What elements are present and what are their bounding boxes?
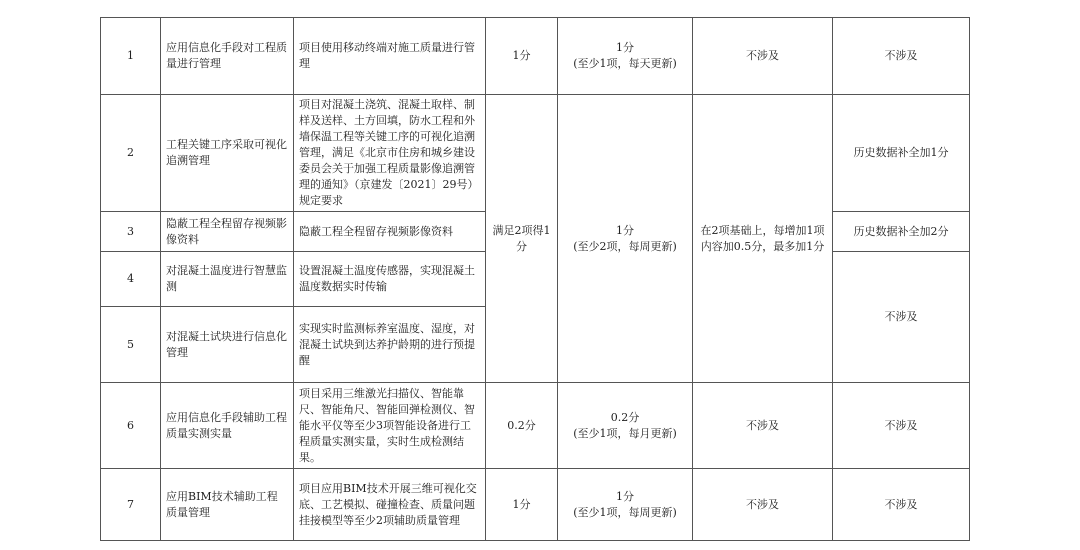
item-name: 工程关键工序采取可视化追溯管理 (161, 95, 294, 212)
history-bonus: 历史数据补全加1分 (833, 95, 970, 212)
history-bonus: 不涉及 (833, 383, 970, 469)
merged-score: 满足2项得1分 (486, 95, 558, 383)
merged-history-bonus: 不涉及 (833, 252, 970, 383)
requirement: 项目应用BIM技术开展三维可视化交底、工艺模拟、碰撞检查、质量问题挂接模型等至少2项辅助质量管理 (294, 469, 486, 541)
frequency-score (558, 18, 693, 95)
item-name: 对混凝土试块进行信息化管理 (161, 307, 294, 383)
frequency-score (558, 383, 693, 469)
bonus: 不涉及 (693, 18, 833, 95)
frequency-score (558, 469, 693, 541)
bonus: 不涉及 (693, 469, 833, 541)
table-row (101, 18, 970, 95)
frequency-note: (至少1项，每月更新) (573, 426, 677, 440)
requirement: 隐蔽工程全程留存视频影像资料 (294, 212, 486, 252)
requirement: 设置混凝土温度传感器，实现混凝土温度数据实时传输 (294, 252, 486, 307)
row-number: 2 (101, 95, 161, 212)
merged-bonus: 在2项基础上，每增加1项内容加0.5分，最多加1分 (693, 95, 833, 383)
item-name: 对混凝土温度进行智慧监测 (161, 252, 294, 307)
frequency-note: (至少1项，每周更新) (573, 505, 677, 519)
row-number: 4 (101, 252, 161, 307)
table-row (101, 383, 970, 469)
frequency-note: (至少1项，每天更新) (573, 57, 677, 70)
table-row (101, 95, 970, 212)
requirement: 项目采用三维激光扫描仪、智能靠尺、智能角尺、智能回弹检测仪、智能水平仪等至少3项智能设备进行工程质量实测实量，实时生成检测结果。 (294, 383, 486, 469)
row-number: 7 (101, 469, 161, 541)
row-number: 5 (101, 307, 161, 383)
item-name: 隐蔽工程全程留存视频影像资料 (161, 212, 294, 252)
row-number: 6 (101, 383, 161, 469)
item-name: 应用信息化手段对工程质量进行管理 (161, 18, 294, 95)
item-name: 应用信息化手段辅助工程质量实测实量 (161, 383, 294, 469)
scoring-table (100, 17, 970, 541)
frequency-value: 1分 (616, 41, 634, 54)
history-bonus: 不涉及 (833, 18, 970, 95)
row-number: 3 (101, 212, 161, 252)
frequency-value: 0.2分 (610, 410, 640, 424)
frequency-note: (至少2项，每周更新) (573, 239, 677, 253)
history-bonus: 不涉及 (833, 469, 970, 541)
history-bonus: 历史数据补全加2分 (833, 212, 970, 252)
score: 0.2分 (486, 383, 558, 469)
requirement: 项目使用移动终端对施工质量进行管理 (294, 18, 486, 95)
item-name: 应用BIM技术辅助工程质量管理 (161, 469, 294, 541)
frequency-value: 1分 (616, 489, 634, 503)
row-number: 1 (101, 18, 161, 95)
score: 1分 (486, 469, 558, 541)
score: 1分 (486, 18, 558, 95)
requirement: 实现实时监测标养室温度、湿度，对混凝土试块到达养护龄期的进行预提醒 (294, 307, 486, 383)
requirement: 项目对混凝土浇筑、混凝土取样、制样及送样、土方回填，防水工程和外墙保温工程等关键工序的可视化追溯管理，满足《北京市住房和城乡建设委员会关于加强工程质量影像追溯管理的通知》（京建发〔2021〕29号）规定要求 (294, 95, 486, 212)
table-row (101, 469, 970, 541)
frequency-value: 1分 (616, 223, 634, 237)
bonus: 不涉及 (693, 383, 833, 469)
merged-frequency-score (558, 95, 693, 383)
